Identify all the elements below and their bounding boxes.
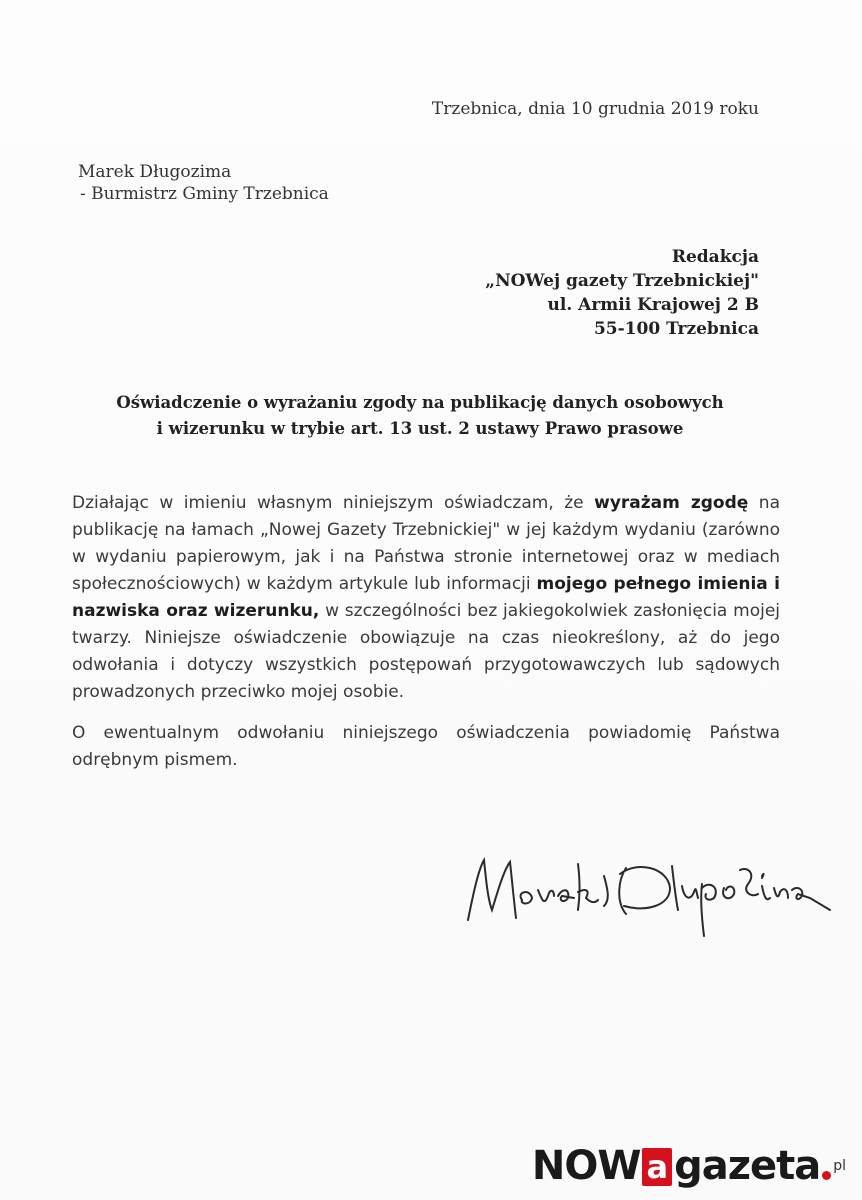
p1-text-c: na publikację na łamach „Nowej Gazety Trzebnickiej" w jej każdym wydaniu (zarówno w wydaniu papierowym, jak i na Państwa stronie internetowej oraz w mediach społecznościowych) w każdym artykule lub informacji xyxy=(72,493,781,594)
nowa-gazeta-logo xyxy=(532,1142,846,1190)
title-line-2: i wizerunku w trybie art. 13 ust. 2 ustawy Prawo prasowe xyxy=(156,419,684,438)
recipient-line-2: „NOWej gazety Trzebnickiej" xyxy=(485,271,759,291)
title-line-1: Oświadczenie o wyrażaniu zgody na publikację danych osobowych xyxy=(116,393,724,412)
p1-bold-consent: wyrażam zgodę xyxy=(594,493,749,513)
p1-bold-name-image: mojego pełnego imienia i nazwiska oraz wizerunku, xyxy=(72,574,781,621)
p1-text-a: Działając w imieniu własnym niniejszym oświadczam, że xyxy=(72,493,595,513)
logo-part-now: NOW xyxy=(531,1143,641,1189)
body-paragraph-1 xyxy=(72,490,780,706)
body-paragraph-2: O ewentualnym odwołaniu niniejszego oświadczenia powiadomię Państwa odrębnym pismem. xyxy=(72,723,780,770)
recipient-line-1: Redakcja xyxy=(671,247,759,267)
document-title xyxy=(60,390,780,442)
handwritten-signature xyxy=(458,840,838,950)
sender-name: Marek Długozima xyxy=(78,162,232,182)
logo-part-gazeta: gazeta xyxy=(674,1143,821,1189)
signature-icon xyxy=(458,840,838,950)
logo-part-pl: pl xyxy=(833,1158,846,1174)
recipient-line-3: ul. Armii Krajowej 2 B xyxy=(547,295,759,315)
document-body xyxy=(72,490,780,788)
logo-dot-icon xyxy=(822,1171,831,1180)
logo-part-a: a xyxy=(642,1148,672,1186)
sender-role: - Burmistrz Gminy Trzebnica xyxy=(80,184,329,204)
recipient-line-4: 55-100 Trzebnica xyxy=(593,319,759,339)
p1-text-e: w szczególności bez jakiegokolwiek zasłonięcia mojej twarzy. Niniejsze oświadczenie obowiązuje na czas nieokreślony, aż do jego odwołania i dotyczy wszystkich postępowań przygotowawczych lub sądowych prowadzonych przeciwko mojej osobie. xyxy=(72,601,780,702)
sender-block xyxy=(78,161,329,205)
date-line: Trzebnica, dnia 10 grudnia 2019 roku xyxy=(431,99,759,119)
recipient-block xyxy=(485,245,759,341)
